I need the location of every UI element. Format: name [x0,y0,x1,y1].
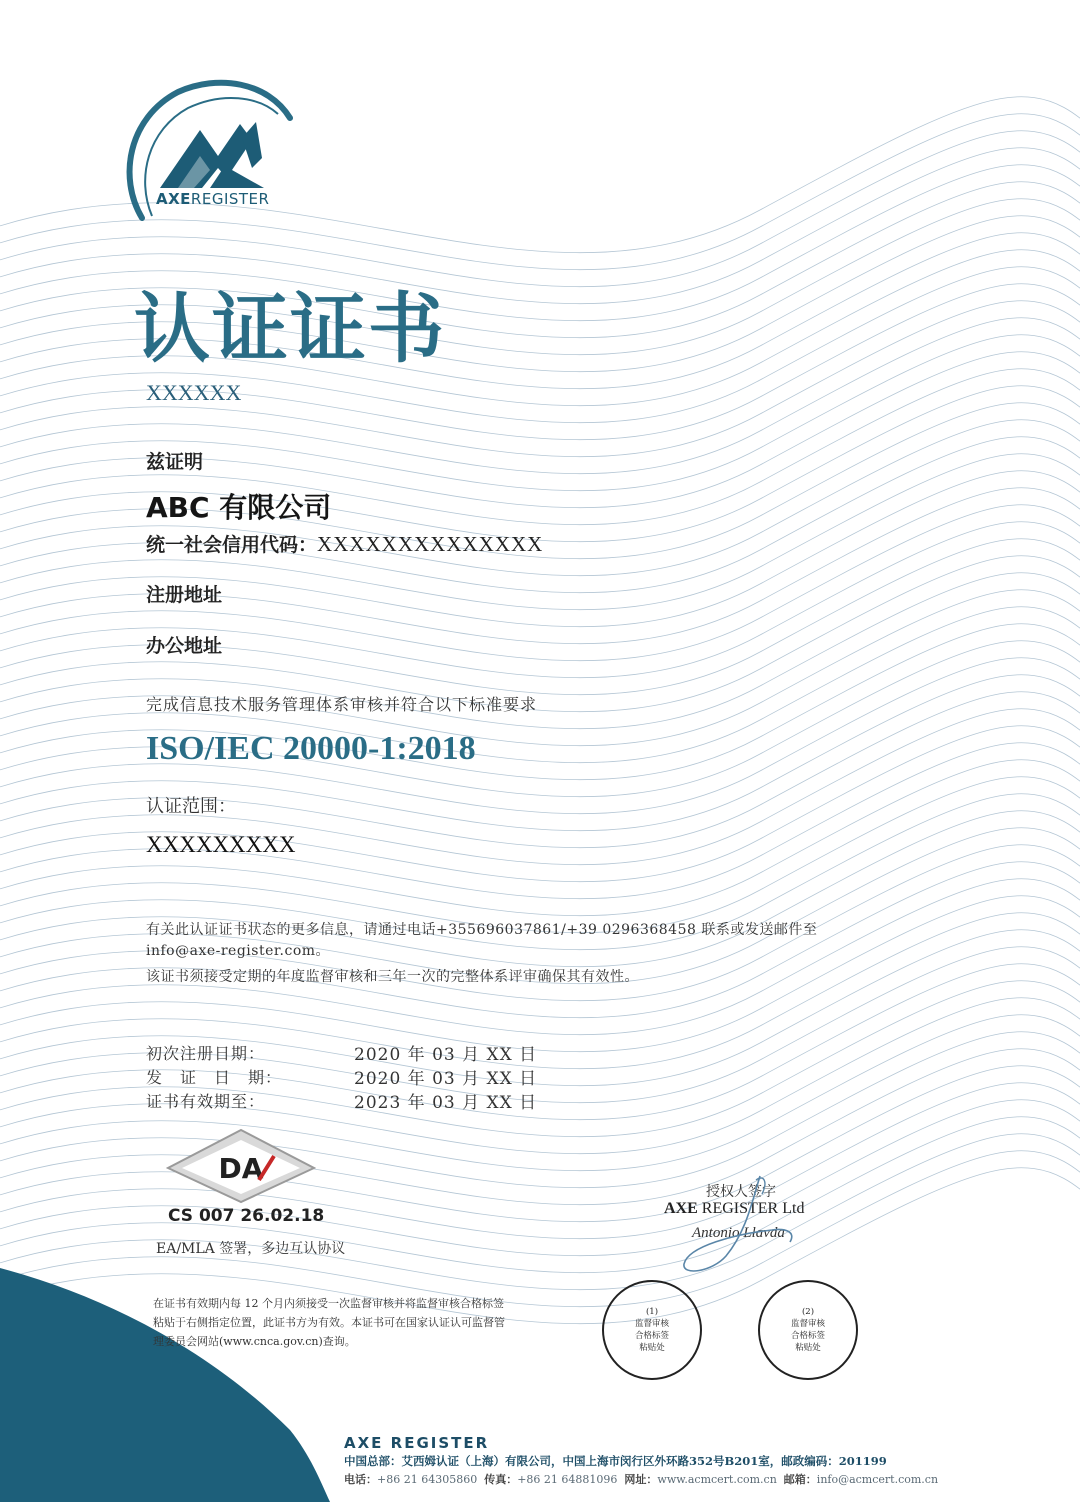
handwritten-signature-icon [676,1172,806,1282]
da-accreditation-logo-icon [166,1128,316,1204]
certificate-number: XXXXXX [146,380,242,405]
scope-value: XXXXXXXXX [146,832,296,857]
scope-label: 认证范围： [146,796,236,817]
wave-line [0,641,1080,797]
wave-line [0,1100,1080,1256]
office-address-label: 办公地址 [146,635,223,657]
footer-contacts: 电话：+86 21 64305860 传真：+86 21 64881096 网址：www.acmcert.com.cn 邮箱：info@acmcert.com.cn [344,1473,939,1486]
accreditation-code: CS 007 26.02.18 [168,1206,325,1226]
stamp-placeholder-2: (2) 监督审核 合格标签 粘贴处 [758,1280,858,1380]
company-name: ABC 有限公司 [146,491,332,524]
stamp-placeholder-1: (1) 监督审核 合格标签 粘贴处 [602,1280,702,1380]
standard-name: ISO/IEC 20000-1:2018 [146,730,476,767]
wave-line [0,1134,1080,1290]
status-info-line1: 有关此认证证书状态的更多信息，请通过电话+355696037861/+39 0296368458 联系或发送邮件至 [146,922,818,938]
page-title: 认证证书 [134,284,446,373]
date-label-issue: 发 证 日 期： [146,1068,283,1087]
da-logo-text: DA [218,1152,264,1185]
date-value-expiry: 2023 年 03 月 XX 日 [354,1093,538,1113]
status-info [146,920,846,962]
certify-label: 兹证明 [146,451,204,473]
status-info-email: info@axe-register.com。 [146,943,331,959]
logo-wordmark: AXEREGISTER [156,190,270,208]
signature-company: AXE REGISTER Ltd [664,1200,805,1217]
credit-code-label: 统一社会信用代码： [146,534,318,556]
date-value-initial: 2020 年 03 月 XX 日 [354,1045,538,1065]
surveillance-notice: 在证书有效期内每 12 个月内须接受一次监督审核并将监督审核合格标签粘贴于右侧指定位置，此证书方为有效。本证书可在国家认证认可监督管理委员会网站(www.cnca.gov.cn)查询。 [153,1297,505,1348]
footer-address: 中国总部：艾西姆认证（上海）有限公司，中国上海市闵行区外环路352号B201室，邮政编码：201199 [344,1454,887,1468]
signature-title: 授权人签字 [706,1184,776,1200]
standard-intro: 完成信息技术服务管理体系审核并符合以下标准要求 [146,695,538,714]
date-label-expiry: 证书有效期至： [146,1092,266,1111]
date-value-issue: 2020 年 03 月 XX 日 [354,1069,538,1089]
credit-code [146,530,543,557]
credit-code-value: XXXXXXXXXXXXXX [317,532,544,556]
signature-name: Antonio Llavda [692,1225,785,1241]
wave-line [0,1151,1080,1307]
ea-mla-note: EA/MLA 签署，多边互认协议 [156,1241,346,1257]
wave-line [0,539,1080,695]
wave-line [0,590,1080,746]
wave-line [0,692,1080,848]
validity-note: 该证书须接受定期的年度监督审核和三年一次的完整体系评审确保其有效性。 [146,969,639,985]
registered-address-label: 注册地址 [146,584,223,606]
date-label-initial: 初次注册日期： [146,1044,266,1063]
footer-brand: AXE REGISTER [344,1434,490,1452]
